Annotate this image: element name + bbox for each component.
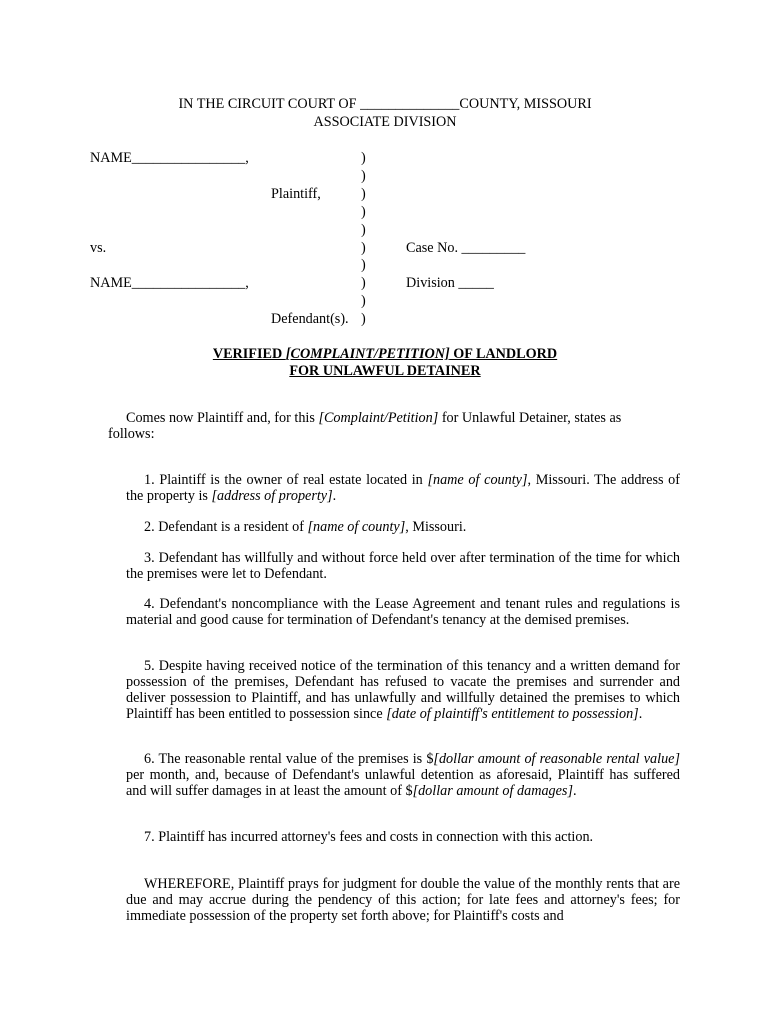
- division-number: Division _____: [406, 275, 494, 291]
- title-of-landlord: OF LANDLORD: [449, 346, 558, 362]
- p6-text-mid: per month, and, because of Defendant's unlawful detention as aforesaid, Plaintiff has suffered and will suffer damages in at least the amount of $: [126, 767, 680, 799]
- caption-paren: ): [361, 204, 366, 220]
- p6-text: 6. The reasonable rental value of the premises is $: [144, 751, 434, 767]
- caption-paren: ): [361, 293, 366, 309]
- p5-text: 5. Despite having received notice of the termination of this tenancy and a written demand for possession of the premises, Defendant has refused to vacate the premises and surrender and deliver possession to Plaintiff, and has unlawfully and willfully detained the premises to which Plaintiff has been entitled to possession since: [126, 658, 680, 722]
- title-doc-type: [COMPLAINT/PETITION]: [285, 346, 450, 362]
- p6-text-end: .: [572, 783, 577, 799]
- defendant-name: NAME________________,: [90, 275, 249, 291]
- caption-paren: ): [361, 240, 366, 256]
- paragraph-7: 7. Plaintiff has incurred attorney's fees and costs in connection with this action.: [144, 829, 594, 845]
- p6-rental-value: [dollar amount of reasonable rental value]: [433, 751, 680, 767]
- paragraph-2: [126, 519, 680, 535]
- p1-county: [name of county]: [427, 472, 528, 488]
- paragraph-3: 3. Defendant has willfully and without force held over after termination of the time for which the premises were let to Defendant.: [126, 550, 680, 582]
- paragraph-5: [126, 658, 680, 722]
- p5-text-end: .: [638, 706, 643, 722]
- caption-paren: ): [361, 168, 366, 184]
- caption-paren: ): [361, 257, 366, 273]
- caption-paren: ): [361, 311, 366, 327]
- caption-paren: ): [361, 150, 366, 166]
- caption-paren: ): [361, 275, 366, 291]
- plaintiff-name: NAME________________,: [90, 150, 249, 166]
- p1-address: [address of property]: [211, 488, 333, 504]
- p2-text: 2. Defendant is a resident of: [144, 519, 308, 535]
- intro-doc-type: [Complaint/Petition]: [318, 410, 439, 426]
- p1-text-end: .: [332, 488, 337, 504]
- intro-text: Comes now Plaintiff and, for this: [126, 410, 319, 426]
- case-number: Case No. _________: [406, 240, 526, 256]
- division-header: ASSOCIATE DIVISION: [313, 114, 457, 130]
- document-title: [0, 346, 770, 362]
- p2-text-end: , Missouri.: [405, 519, 467, 535]
- wherefore-paragraph: WHEREFORE, Plaintiff prays for judgment for double the value of the monthly rents that are due and may accrue during the pendency of this action; for late fees and attorney's fees; for immediate possession of the property set forth above; for Plaintiff's costs and: [126, 876, 680, 924]
- p1-text: 1. Plaintiff is the owner of real estate located in: [144, 472, 428, 488]
- caption-paren: ): [361, 222, 366, 238]
- document-subtitle: FOR UNLAWFUL DETAINER: [289, 363, 481, 379]
- p1-text-mid: , Missouri. The address of the property is: [126, 472, 680, 504]
- p5-date: [date of plaintiff's entitlement to possession]: [386, 706, 639, 722]
- court-header: IN THE CIRCUIT COURT OF ______________COUNTY, MISSOURI: [178, 96, 592, 112]
- intro-text-end: for Unlawful Detainer, states as follows:: [108, 410, 622, 442]
- paragraph-4: 4. Defendant's noncompliance with the Lease Agreement and tenant rules and regulations is material and good cause for termination of Defendant's tenancy at the demised premises.: [126, 596, 680, 628]
- intro-paragraph: [108, 410, 668, 442]
- p6-damages: [dollar amount of damages]: [412, 783, 573, 799]
- defendant-label: Defendant(s).: [271, 311, 349, 327]
- p2-county: [name of county]: [307, 519, 406, 535]
- plaintiff-label: Plaintiff,: [271, 186, 321, 202]
- paragraph-1: [126, 472, 680, 504]
- title-verified: VERIFIED: [212, 346, 286, 362]
- paragraph-6: [126, 751, 680, 799]
- caption-paren: ): [361, 186, 366, 202]
- vs-label: vs.: [90, 240, 107, 256]
